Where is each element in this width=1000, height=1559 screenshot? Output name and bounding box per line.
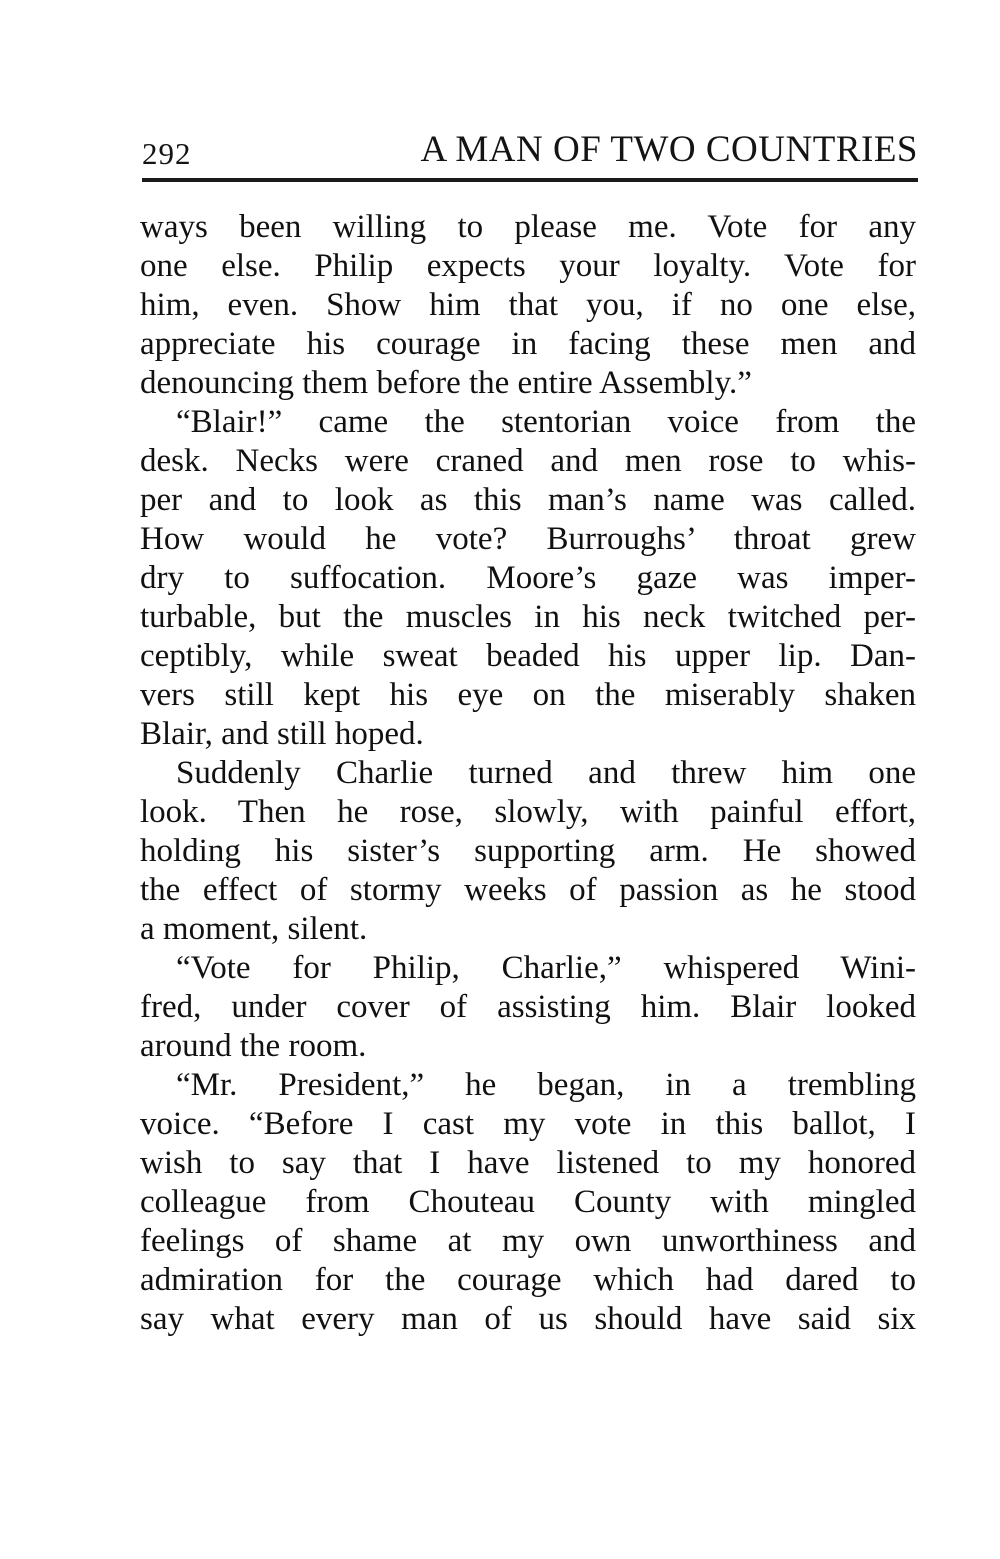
text-line: wish to say that I have listened to my honored bbox=[140, 1145, 916, 1181]
text-line: the effect of stormy weeks of passion as he stood bbox=[140, 872, 916, 908]
text-line: Suddenly Charlie turned and threw him one bbox=[176, 755, 916, 791]
text-line: admiration for the courage which had dared to bbox=[140, 1262, 916, 1298]
text-line: fred, under cover of assisting him. Blair looked bbox=[140, 989, 916, 1025]
text-line: “Vote for Philip, Charlie,” whispered Wini- bbox=[176, 950, 916, 986]
text-line: denouncing them before the entire Assembly.” bbox=[140, 365, 752, 401]
body-text bbox=[140, 208, 916, 1339]
text-line: colleague from Chouteau County with mingled bbox=[140, 1184, 916, 1220]
text-line: holding his sister’s supporting arm. He showed bbox=[140, 833, 916, 869]
text-line: desk. Necks were craned and men rose to whis- bbox=[140, 443, 916, 479]
text-line: How would he vote? Burroughs’ throat grew bbox=[140, 521, 916, 557]
text-line: him, even. Show him that you, if no one else, bbox=[140, 287, 916, 323]
text-line: feelings of shame at my own unworthiness and bbox=[140, 1223, 916, 1259]
text-line: vers still kept his eye on the miserably shaken bbox=[140, 677, 916, 713]
text-line: one else. Philip expects your loyalty. Vote for bbox=[140, 248, 916, 284]
text-line: around the room. bbox=[140, 1028, 367, 1064]
text-line: say what every man of us should have said six bbox=[140, 1301, 916, 1337]
text-line: dry to suffocation. Moore’s gaze was imper- bbox=[140, 560, 916, 596]
text-line: voice. “Before I cast my vote in this ballot, I bbox=[140, 1106, 916, 1142]
text-line: “Mr. President,” he began, in a trembling bbox=[176, 1067, 916, 1103]
running-title: A MAN OF TWO COUNTRIES bbox=[420, 129, 918, 170]
text-line: per and to look as this man’s name was called. bbox=[140, 482, 916, 518]
text-line: Blair, and still hoped. bbox=[140, 716, 424, 752]
text-line: turbable, but the muscles in his neck twitched per- bbox=[140, 599, 916, 635]
page-number: 292 bbox=[142, 136, 192, 171]
text-line: ceptibly, while sweat beaded his upper lip. Dan- bbox=[140, 638, 916, 674]
running-head bbox=[142, 128, 918, 180]
header-rule bbox=[142, 178, 918, 182]
text-line: appreciate his courage in facing these men and bbox=[140, 326, 916, 362]
text-line: a moment, silent. bbox=[140, 911, 368, 947]
text-line: look. Then he rose, slowly, with painful effort, bbox=[140, 794, 916, 830]
text-line: “Blair!” came the stentorian voice from the bbox=[176, 404, 916, 440]
text-line: ways been willing to please me. Vote for any bbox=[140, 209, 916, 245]
